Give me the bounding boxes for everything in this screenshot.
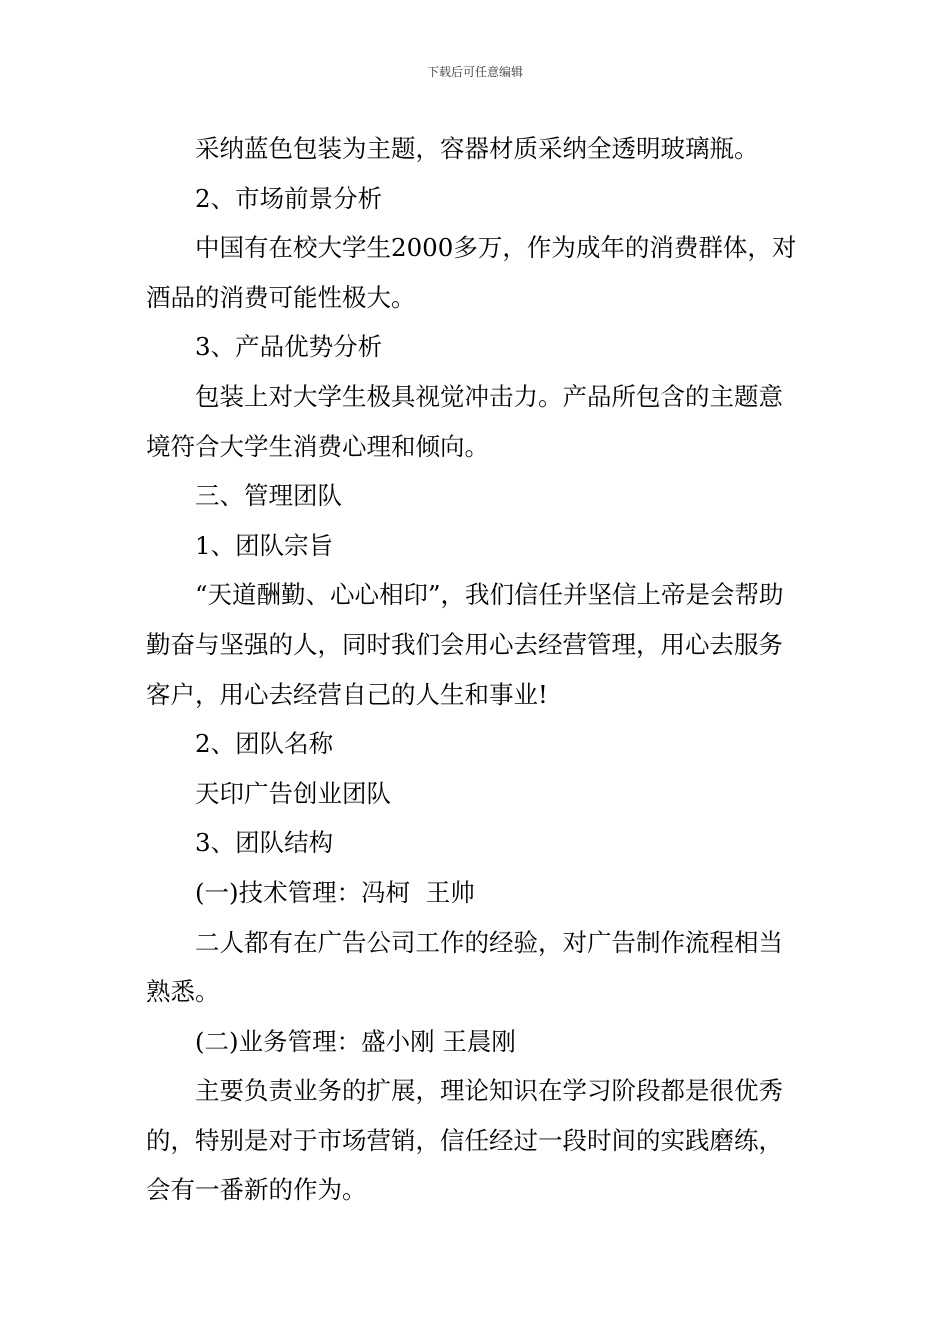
page-header-note: 下载后可任意编辑 [426,65,523,79]
paragraph-market-outlook: 中国有在校大学生2000多万，作为成年的消费群体，对酒品的消费可能性极大。 [146,233,797,312]
paragraph-business-management: 主要负责业务的扩展，理论知识在学习阶段都是很优秀的，特别是对于市场营销，信任经过一段时间的实践磨练，会有一番新的作为。 [146,1076,783,1205]
paragraph-tech-management: 二人都有在广告公司工作的经验，对广告制作流程相当熟悉。 [146,927,783,1007]
paragraph-packaging: 采纳蓝色包装为主题，容器材质采纳全透明玻璃瓶。 [195,134,759,163]
subheading-business-management: (二)业务管理：盛小刚 王晨刚 [195,1026,516,1056]
paragraph-team-name: 天印广告创业团队 [195,778,391,808]
subheading-tech-management: (一)技术管理：冯柯 王帅 [195,877,475,907]
document-body [146,124,806,1215]
heading-management-team: 三、管理团队 [195,481,342,511]
heading-team-purpose: 1、团队宗旨 [195,530,334,560]
paragraph-product-advantage: 包装上对大学生极具视觉冲击力。产品所包含的主题意境符合大学生消费心理和倾向。 [146,381,783,461]
paragraph-team-purpose: “天道酬勤、心心相印”，我们信任并坚信上帝是会帮助勤奋与坚强的人，同时我们会用心去经营管理，用心去服务客户，用心去经营自己的人生和事业! [146,580,784,709]
heading-market-outlook: 2、市场前景分析 [195,183,383,213]
heading-product-advantage: 3、产品优势分析 [195,332,383,362]
heading-team-structure: 3、团队结构 [195,828,334,858]
heading-team-name: 2、团队名称 [195,729,334,759]
